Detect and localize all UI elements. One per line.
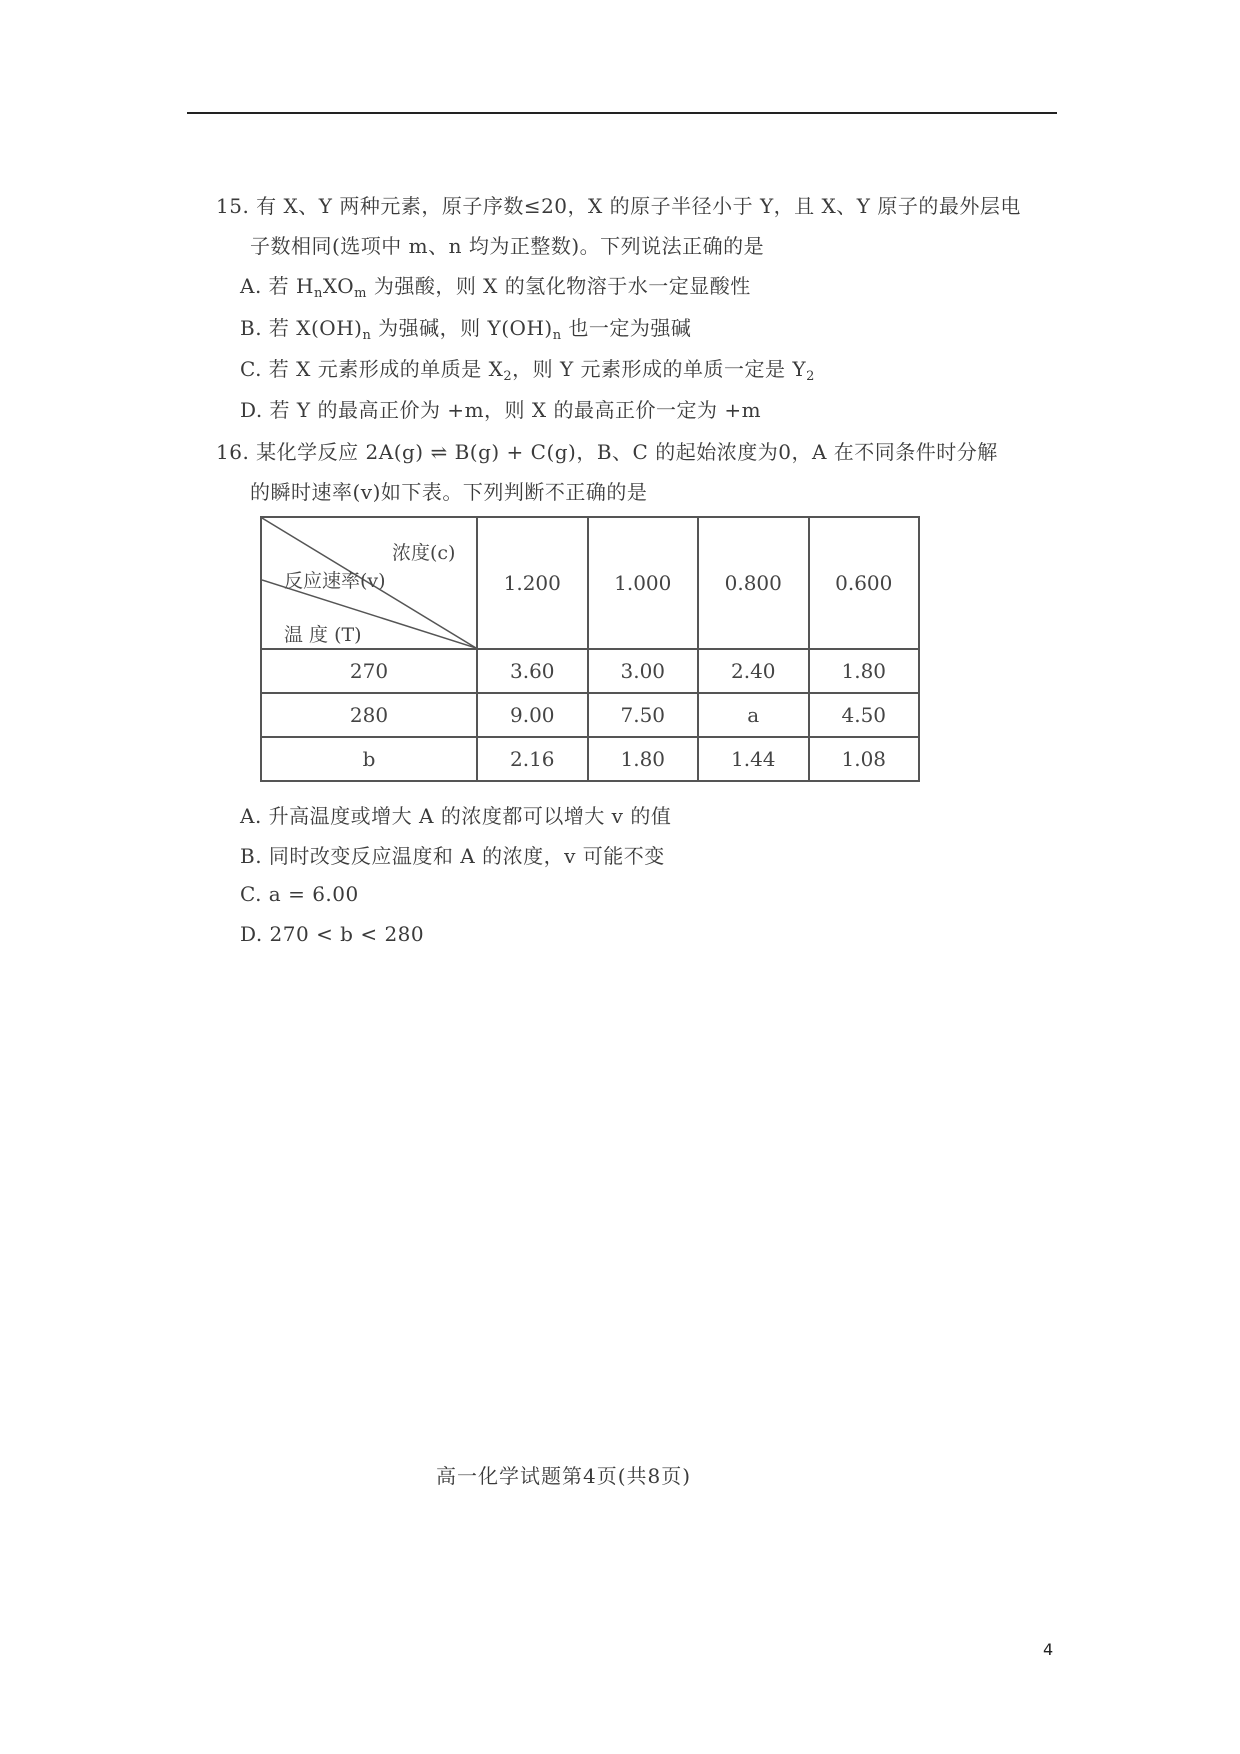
table-header-cell: 0.800 <box>698 517 809 649</box>
table-cell: 2.40 <box>698 649 809 693</box>
table-header-cell: 1.200 <box>477 517 588 649</box>
table-cell: 3.00 <box>588 649 699 693</box>
q15-option-c: C. 若 X 元素形成的单质是 $X_2$，则 Y 元素形成的单质一定是 $Y_2$ <box>240 357 815 384</box>
table-cell: 1.80 <box>809 649 920 693</box>
q15-stem-line2: 子数相同(选项中 m、n 均为正整数)。下列说法正确的是 <box>250 234 765 258</box>
q16-option-c: C. a = 6.00 <box>240 882 359 906</box>
q15-option-a: A. 若 $H_nXO_m$ 为强酸，则 X 的氢化物溶于水一定显酸性 <box>240 274 751 301</box>
table-cell: 2.16 <box>477 737 588 781</box>
table-corner-cell <box>261 517 477 649</box>
table-row <box>261 649 919 693</box>
q15-stem-line1: 15. 有 X、Y 两种元素，原子序数≤20，X 的原子半径小于 Y，且 X、Y 原子的最外层电 <box>216 194 1021 218</box>
q15-option-b: B. 若 $X(OH)_n$ 为强碱，则 $Y(OH)_n$ 也一定为强碱 <box>240 316 692 343</box>
corner-label-temperature: 温 度 (T) <box>284 624 362 646</box>
q16-option-a: A. 升高温度或增大 A 的浓度都可以增大 v 的值 <box>240 804 672 828</box>
table-cell: 3.60 <box>477 649 588 693</box>
q16-option-d: D. 270 < b < 280 <box>240 922 425 946</box>
table-cell: 4.50 <box>809 693 920 737</box>
table-temperature-cell: 270 <box>261 649 477 693</box>
table-cell: 9.00 <box>477 693 588 737</box>
header-rule <box>187 112 1057 114</box>
table-header-cell: 0.600 <box>809 517 920 649</box>
table-row <box>261 737 919 781</box>
table-cell: 1.08 <box>809 737 920 781</box>
q16-stem-line1: 16. 某化学反应 2A(g) ⇌ B(g) + C(g)，B、C 的起始浓度为0，A 在不同条件时分解 <box>216 440 998 464</box>
table-cell: a <box>698 693 809 737</box>
table-cell: 7.50 <box>588 693 699 737</box>
corner-label-concentration: 浓度(c) <box>392 542 456 564</box>
table-cell: 1.44 <box>698 737 809 781</box>
table-header-cell: 1.000 <box>588 517 699 649</box>
q15-option-d: D. 若 Y 的最高正价为 +m，则 X 的最高正价一定为 +m <box>240 398 762 422</box>
q16-option-b: B. 同时改变反应温度和 A 的浓度，v 可能不变 <box>240 844 665 868</box>
rate-table <box>260 516 920 782</box>
corner-label-rate: 反应速率(v) <box>284 570 386 592</box>
table-header-row <box>261 517 919 649</box>
table-cell: 1.80 <box>588 737 699 781</box>
table-temperature-cell: 280 <box>261 693 477 737</box>
table-row <box>261 693 919 737</box>
page-footer: 高一化学试题第4页(共8页) <box>436 1464 692 1488</box>
page-number: 4 <box>1043 1640 1054 1659</box>
table-temperature-cell: b <box>261 737 477 781</box>
q16-stem-line2: 的瞬时速率(v)如下表。下列判断不正确的是 <box>250 480 648 504</box>
